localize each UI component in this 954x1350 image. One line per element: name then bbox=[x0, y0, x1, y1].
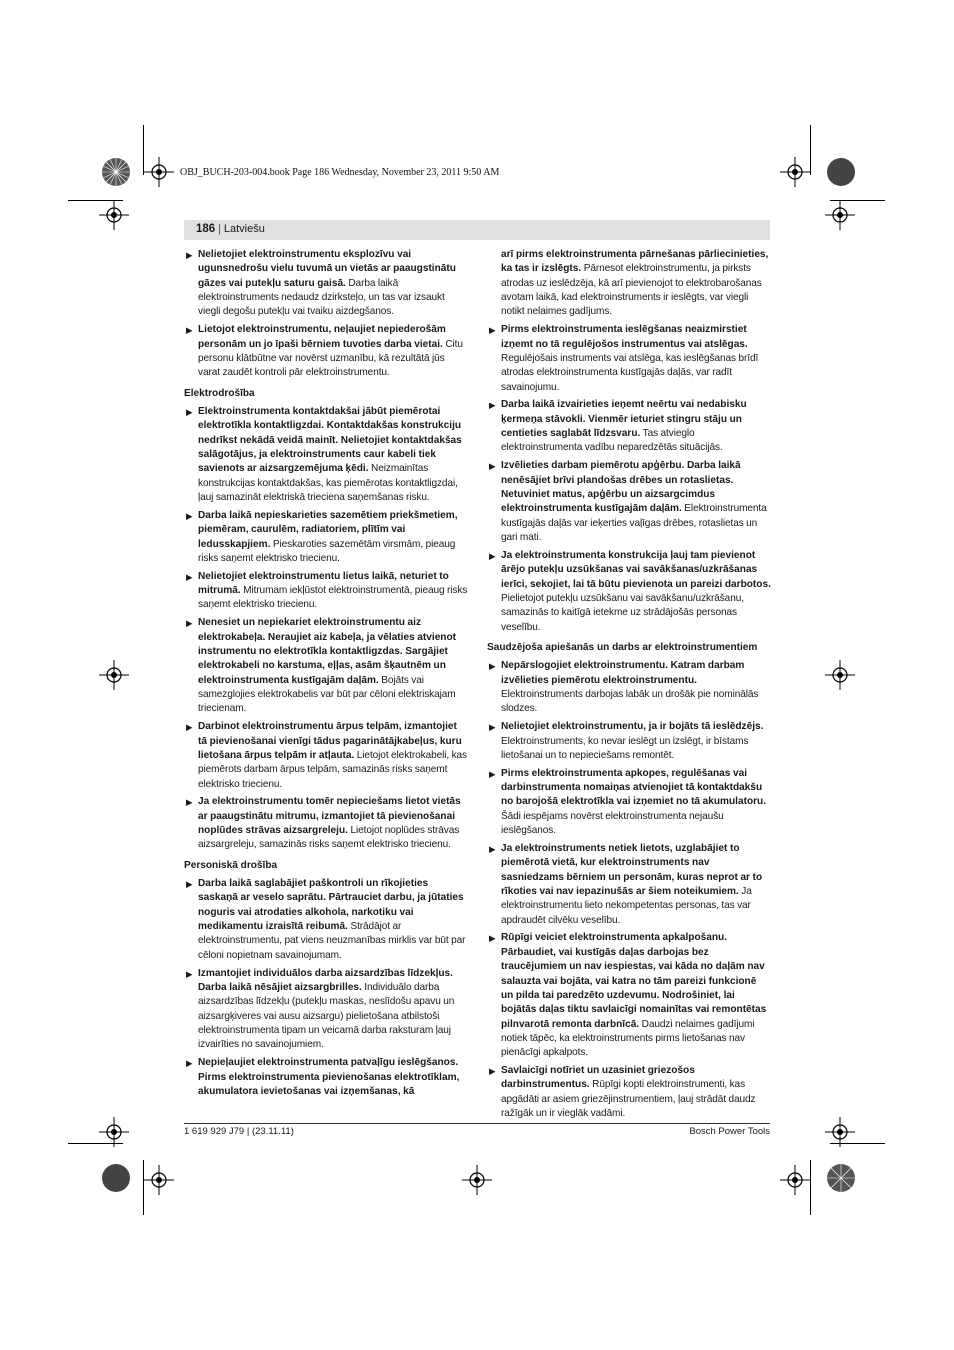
safety-item bbox=[487, 459, 771, 545]
safety-item-warning: Nepārslogojiet elektroinstrumentu. Katram darbam izvēlieties piemērotu elektroinstrumentu. bbox=[501, 660, 745, 686]
bullet-arrow-icon: ▶ bbox=[489, 722, 496, 733]
safety-item-explanation: Pieskaroties sazemētām virsmām, pieaug risks saņemt elektrisko triecienu. bbox=[198, 538, 456, 564]
safety-item bbox=[184, 405, 468, 505]
safety-item-warning: Pirms elektroinstrumenta ieslēgšanas neaizmirstiet izņemt no tā regulējošos instrumentus vai atslēgas. bbox=[501, 324, 748, 350]
crosshair-icon bbox=[144, 157, 174, 187]
safety-item bbox=[487, 1064, 771, 1121]
registration-mark-icon bbox=[101, 1163, 131, 1193]
bullet-arrow-icon: ▶ bbox=[489, 461, 496, 472]
safety-item bbox=[487, 398, 771, 455]
safety-item-explanation: Darba laikā elektroinstruments nedaudz dzirksteļo, un tas var izsaukt viegli degošu putekļu vai tvaiku aizdegšanos. bbox=[198, 277, 445, 318]
bullet-arrow-icon: ▶ bbox=[489, 843, 496, 854]
crosshair-icon bbox=[825, 1117, 855, 1147]
safety-item-explanation: Neizmainītas konstrukcijas kontaktdakšas, kas piemērotas kontaktligzdai, ļauj samazināt elektriskā trieciena saņemšanas risku. bbox=[198, 463, 458, 503]
safety-item-explanation: Bojāts vai samezglojies elektrokabelis var būt par cēloni elektriskajam triecienam. bbox=[198, 674, 456, 715]
safety-item-explanation: Lietojot elektrokabeli, kas piemērots darbam ārpus telpām, samazinās risks saņemt elektrisko triecienu. bbox=[198, 749, 468, 790]
crosshair-icon bbox=[144, 1165, 174, 1195]
registration-mark-icon bbox=[826, 1163, 856, 1193]
bullet-arrow-icon: ▶ bbox=[489, 1066, 496, 1077]
safety-item-warning: Ja elektroinstrumentu tomēr nepieciešams lietot vietās ar paaugstinātu mitrumu, izmantojiet tā pievienošanai noplūdes strāvas aizsargreleju. bbox=[198, 796, 461, 837]
crop-mark bbox=[810, 125, 811, 175]
safety-item-warning: Nelietojiet elektroinstrumentu lietus laikā, neturiet to mitrumā. bbox=[198, 570, 449, 597]
safety-item-explanation: Strādājot ar elektroinstrumentu, pat viens neuzmanības mirklis var būt par cēloni nopietnam savainojumam. bbox=[198, 921, 466, 961]
crosshair-icon bbox=[462, 1165, 492, 1195]
safety-item-explanation: Citu personu klātbūtne var novērst uzmanību, kā rezultātā jūs varat zaudēt kontroli pār elektroinstrumentu. bbox=[198, 338, 463, 379]
page-header bbox=[184, 220, 770, 240]
section-heading: Personiskā drošība bbox=[184, 859, 278, 871]
safety-item-explanation: Individuālo darba aizsardzības līdzekļu (putekļu maskas, neslīdošu apavu un aizsargķiveres vai ausu aizsargu) pielietošana atbilstoši elektroinstrumenta tipam un veicamā darba raksturam ļauj izvairīties no savainojumiem. bbox=[198, 982, 455, 1051]
safety-item bbox=[487, 931, 771, 1060]
crosshair-icon bbox=[99, 660, 129, 690]
crosshair-icon bbox=[99, 200, 129, 230]
safety-item-warning: Nelietojiet elektroinstrumentu, ja ir bojāts tā ieslēdzējs. bbox=[501, 721, 764, 733]
safety-item bbox=[184, 720, 468, 792]
safety-item-warning: Izvēlieties darbam piemērotu apģērbu. Darba laikā nenēsājiet brīvi plandošas drēbes un rotaslietas. Netuviniet matus, apģērbu un aizsargcimdus elektroinstrumenta kustīgajām daļām. bbox=[501, 460, 741, 515]
safety-item-explanation: Tas atvieglo elektroinstrumenta vadību neparedzētās situācijās. bbox=[501, 428, 723, 454]
safety-item-explanation: Elektroinstruments darbojas labāk un drošāk pie nominālās slodzes. bbox=[501, 688, 759, 715]
safety-item bbox=[487, 842, 771, 928]
bullet-arrow-icon: ▶ bbox=[489, 325, 496, 336]
safety-item-warning: Darbinot elektroinstrumentu ārpus telpām, izmantojiet tā pievienošanai vienīgi tādus pagarinātājkabeļus, kuru lietošana ārpus telpām ir atļauta. bbox=[198, 721, 462, 761]
safety-item bbox=[184, 509, 468, 566]
safety-item-warning: Ja elektroinstruments netiek lietots, uzglabājiet to piemērotā vietā, kur elektroinstruments nav sasniedzams bērniem un personām, kuras neprot ar to rīkoties vai nav iepazinušās ar šiem noteikumiem. bbox=[501, 842, 763, 897]
registration-mark-icon bbox=[826, 157, 856, 187]
safety-item-explanation: Regulējošais instruments vai atslēga, kas ieslēgšanas brīdī atrodas elektroinstrumenta kustīgajās daļās, var radīt savainojumu. bbox=[501, 352, 759, 393]
safety-item-explanation: Pielietojot putekļu uzsūkšanu vai savākšanu/uzkrāšanu, samazinās to kaitīgā ietekme uz strādājošās personas veselību. bbox=[501, 592, 744, 633]
safety-item-explanation: Rūpīgi kopti elektroinstrumenti, kas apgādāti ar asiem griezējinstrumentiem, ļauj strādāt daudz ražīgāk un ir vieglāk vadāmi. bbox=[501, 1079, 756, 1120]
safety-item bbox=[487, 767, 771, 839]
crosshair-icon bbox=[780, 157, 810, 187]
section-heading: Saudzējoša apiešanās un darbs ar elektroinstrumentiem bbox=[487, 641, 758, 653]
safety-item-warning: Rūpīgi veiciet elektroinstrumenta apkalpošanu. Pārbaudiet, vai kustīgās daļas darbojas bez traucējumiem un nav iespiestas, vai kāda no daļām nav salauzta vai bojāta, vai katra no tām pareizi funkcionē un pilda tai paredzēto uzdevumu. Nodrošiniet, lai bojātās daļas tiktu savlaicīgi nomainītas vai remontētas pilnvarotā remonta darbnīcā. bbox=[501, 932, 767, 1030]
crosshair-icon bbox=[825, 200, 855, 230]
safety-item-explanation: Daudzi nelaimes gadījumi notiek tāpēc, ka elektroinstruments pirms lietošanas nav pienācīgi apkalpots. bbox=[501, 1018, 755, 1059]
safety-item-warning: Pirms elektroinstrumenta apkopes, regulēšanas vai darbinstrumenta nomaiņas atvienojiet tā kontaktdakšu no barojošā elektrotīkla vai izņemiet no tā akumulatoru. bbox=[501, 767, 767, 808]
safety-item bbox=[184, 1056, 468, 1099]
registration-mark-icon bbox=[101, 157, 131, 187]
safety-item-warning: Lietojot elektroinstrumentu, neļaujiet nepiederošām personām un jo īpaši bērniem tuvoties darba vietai. bbox=[198, 324, 446, 350]
safety-item-warning: Darba laikā izvairieties ieņemt neērtu vai nedabisku ķermeņa stāvokli. Vienmēr ieturiet stingru stāju un centieties saglabāt līdzsvaru. bbox=[501, 399, 747, 440]
section-heading: Elektrodrošība bbox=[184, 387, 255, 399]
safety-item bbox=[184, 616, 468, 716]
page-language: | Latviešu bbox=[218, 223, 265, 235]
safety-item-explanation: Pārnesot elektroinstrumentu, ja pirksts atrodas uz ieslēdzēja, kā arī pievienojot to elektrobarošanas avotam laikā, kad elektroinstruments ir ieslēgts, var viegli notikt nelaimes gadījums. bbox=[501, 263, 762, 318]
safety-item-warning: Nepieļaujiet elektroinstrumenta patvaļīgu ieslēgšanos. Pirms elektroinstrumenta pievienošanas elektrotīklam, akumulatora ievietošanas vai izņemšanas, kā bbox=[198, 1057, 460, 1097]
safety-item bbox=[184, 877, 468, 963]
safety-item-warning: Darba laikā saglabājiet paškontroli un rīkojieties saskaņā ar veselo saprātu. Pārtrauciet darbu, ja jūtaties noguris vai atrodaties alkohola, narkotiku vai medikamentu izraisītā reibumā. bbox=[198, 878, 464, 933]
bullet-arrow-icon: ▶ bbox=[489, 400, 496, 411]
safety-item-explanation: Elektroinstruments, ko nevar ieslēgt un izslēgt, ir bīstams lietošanai un to nepieciešams remontēt. bbox=[501, 735, 749, 761]
safety-item bbox=[184, 967, 468, 1053]
safety-item-warning: Nenesiet un nepiekariet elektroinstrumentu aiz elektrokabeļa. Neraujiet aiz kabeļa, ja vēlaties atvienot instrumentu no elektrotīkla kontaktligzdas. Sargājiet elektrokabeli no karstuma, eļļas, asām šķautnēm un elektroinstrumenta kustīgajām daļām. bbox=[198, 617, 456, 686]
safety-item-explanation: Elektroinstrumenta kustīgajās daļās var ieķerties vaļīgas drēbes, rotaslietas un gari mati. bbox=[501, 503, 767, 544]
bullet-arrow-icon: ▶ bbox=[186, 797, 193, 808]
bullet-arrow-icon: ▶ bbox=[489, 550, 496, 561]
safety-item-continued bbox=[487, 248, 771, 320]
safety-item bbox=[487, 323, 771, 395]
safety-item bbox=[487, 720, 771, 763]
safety-item-warning: Savlaicīgi notīriet un uzasiniet griezošos darbinstrumentus. bbox=[501, 1065, 695, 1091]
safety-item bbox=[184, 795, 468, 852]
bullet-arrow-icon: ▶ bbox=[186, 968, 193, 979]
bullet-arrow-icon: ▶ bbox=[186, 618, 193, 629]
bullet-arrow-icon: ▶ bbox=[186, 1058, 193, 1069]
safety-item-warning: Darba laikā nepieskarieties sazemētiem priekšmetiem, piemēram, caurulēm, radiatoriem, plītīm vai ledusskapjiem. bbox=[198, 509, 458, 550]
safety-item bbox=[184, 248, 468, 320]
safety-item bbox=[184, 570, 468, 613]
safety-item bbox=[487, 659, 771, 716]
bullet-arrow-icon: ▶ bbox=[186, 325, 193, 336]
bullet-arrow-icon: ▶ bbox=[489, 661, 496, 672]
safety-item-warning: Elektroinstrumenta kontaktdakšai jābūt piemērotai elektrotīkla kontaktligzdai. Kontaktdakšas konstrukciju nedrīkst nekādā veidā mainīt. Nelietojiet kontaktdakšas salāgotājus, ja elektroinstruments caur kabeli tiek savienots ar aizsargzemējuma ķēdi. bbox=[198, 405, 462, 475]
safety-item-warning: arī pirms elektroinstrumenta pārnešanas pārliecinieties, ka tas ir izslēgts. bbox=[501, 249, 769, 275]
safety-item-warning: Nelietojiet elektroinstrumentu eksplozīvu vai ugunsnedrošu vielu tuvumā un vietās ar paaugstinātu gāzes vai putekļu saturu gaisā. bbox=[198, 249, 456, 289]
crosshair-icon bbox=[780, 1165, 810, 1195]
safety-item-explanation: Ja elektroinstrumentu lieto nekompetentas personas, tas var apdraudēt cilvēku veselību. bbox=[501, 885, 752, 926]
bullet-arrow-icon: ▶ bbox=[186, 571, 193, 582]
crosshair-icon bbox=[825, 660, 855, 690]
safety-item bbox=[487, 549, 771, 635]
bullet-arrow-icon: ▶ bbox=[186, 722, 193, 733]
safety-item-explanation: Lietojot noplūdes strāvas aizsargreleju, samazinās risks saņemt elektrisko triecienu. bbox=[198, 825, 460, 851]
footer-doc-number: 1 619 929 J79 | (23.11.11) bbox=[184, 1126, 294, 1137]
right-column bbox=[487, 248, 771, 1125]
crosshair-icon bbox=[99, 1117, 129, 1147]
safety-item-explanation: Šādi iespējams novērst elektroinstrumenta nejaušu ieslēgšanos. bbox=[501, 810, 724, 837]
bullet-arrow-icon: ▶ bbox=[186, 406, 193, 417]
footer-rule bbox=[184, 1123, 770, 1124]
footer-brand: Bosch Power Tools bbox=[689, 1126, 770, 1137]
bullet-arrow-icon: ▶ bbox=[186, 510, 193, 521]
left-column bbox=[184, 248, 468, 1103]
safety-item-explanation: Mitrumam iekļūstot elektroinstrumentā, pieaug risks saņemt elektrisko triecienu. bbox=[198, 585, 468, 611]
bullet-arrow-icon: ▶ bbox=[489, 933, 496, 944]
safety-item-warning: Ja elektroinstrumenta konstrukcija ļauj tam pievienot ārējo putekļu uzsūkšanas vai savākšanas/uzkrāšanas ierīci, sekojiet, lai tā būtu pievienota un pareizi darbotos. bbox=[501, 549, 771, 590]
bullet-arrow-icon: ▶ bbox=[186, 879, 193, 890]
safety-item bbox=[184, 323, 468, 380]
print-info: OBJ_BUCH-203-004.book Page 186 Wednesday, November 23, 2011 9:50 AM bbox=[180, 167, 500, 178]
bullet-arrow-icon: ▶ bbox=[186, 250, 193, 260]
crop-mark bbox=[810, 1160, 811, 1215]
safety-item-warning: Izmantojiet individuālos darba aizsardzības līdzekļus. Darba laikā nēsājiet aizsargbrilles. bbox=[198, 967, 453, 993]
bullet-arrow-icon: ▶ bbox=[489, 768, 496, 779]
page-number: 186 bbox=[196, 223, 216, 235]
